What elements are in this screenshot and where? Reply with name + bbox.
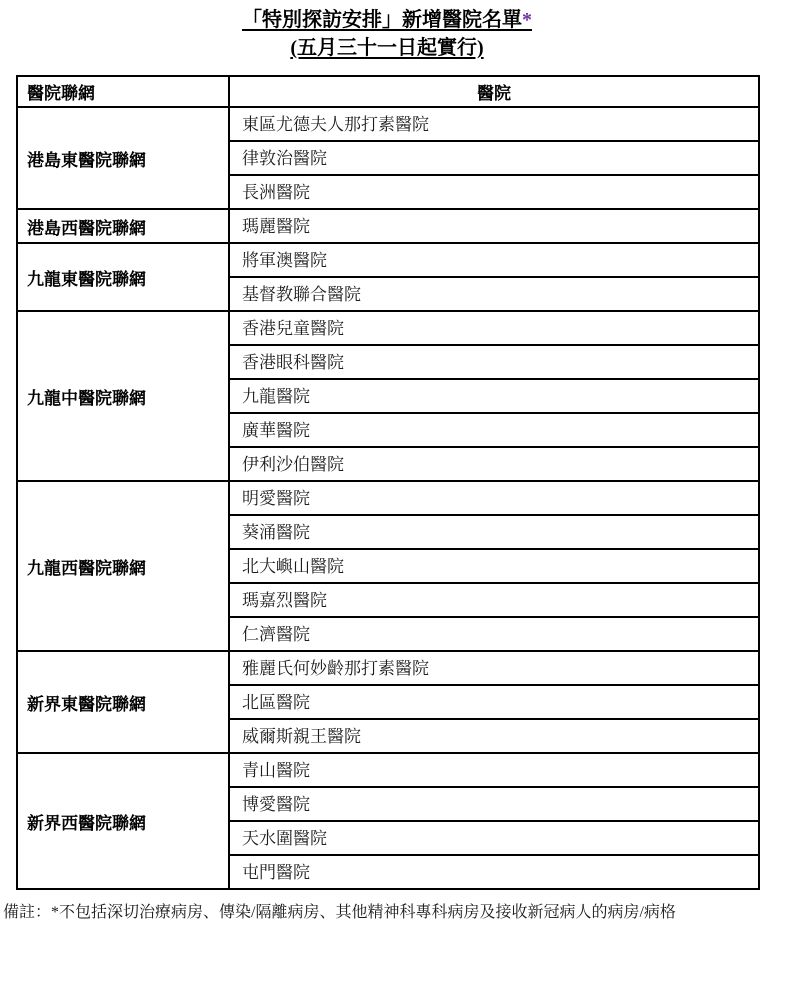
hospital-cell: 威爾斯親王醫院 [229,719,759,753]
network-column-header: 醫院聯網 [17,76,229,107]
network-cell: 九龍東醫院聯網 [17,243,229,311]
page-subtitle: (五月三十一日起實行) [290,37,484,59]
network-cell: 港島東醫院聯網 [17,107,229,209]
hospital-network-table [16,75,760,890]
hospital-cell: 瑪麗醫院 [229,209,759,243]
page-title-text: 「特別探訪安排」新增醫院名單 [242,9,522,31]
page-title [16,6,758,34]
hospital-cell: 廣華醫院 [229,413,759,447]
network-cell: 港島西醫院聯網 [17,209,229,243]
hospital-cell: 瑪嘉烈醫院 [229,583,759,617]
hospital-cell: 伊利沙伯醫院 [229,447,759,481]
network-cell: 九龍中醫院聯網 [17,311,229,481]
hospital-cell: 博愛醫院 [229,787,759,821]
table-row [17,311,759,345]
hospital-cell: 天水圍醫院 [229,821,759,855]
hospital-cell: 北區醫院 [229,685,759,719]
table-row [17,651,759,685]
hospital-cell: 北大嶼山醫院 [229,549,759,583]
hospital-cell: 香港兒童醫院 [229,311,759,345]
hospital-cell: 律敦治醫院 [229,141,759,175]
hospital-cell: 將軍澳醫院 [229,243,759,277]
hospital-cell: 屯門醫院 [229,855,759,889]
table-row [17,481,759,515]
table-row [17,243,759,277]
hospital-cell: 青山醫院 [229,753,759,787]
hospital-cell: 仁濟醫院 [229,617,759,651]
hospital-cell: 基督教聯合醫院 [229,277,759,311]
network-cell: 九龍西醫院聯網 [17,481,229,651]
hospital-cell: 香港眼科醫院 [229,345,759,379]
hospital-cell: 東區尤德夫人那打素醫院 [229,107,759,141]
footnote: 備註：*不包括深切治療病房、傳染/隔離病房、其他精神科專科病房及接收新冠病人的病房/病格 [3,904,676,921]
hospital-cell: 明愛醫院 [229,481,759,515]
hospital-cell: 葵涌醫院 [229,515,759,549]
hospital-column-header: 醫院 [229,76,759,107]
table-row [17,209,759,243]
hospital-cell: 雅麗氏何妙齡那打素醫院 [229,651,759,685]
hospital-cell: 長洲醫院 [229,175,759,209]
table-row [17,107,759,141]
title-asterisk: * [522,9,532,31]
table-header-row [17,76,759,107]
hospital-cell: 九龍醫院 [229,379,759,413]
title-block [16,6,758,62]
table-row [17,753,759,787]
network-cell: 新界東醫院聯網 [17,651,229,753]
network-cell: 新界西醫院聯網 [17,753,229,889]
